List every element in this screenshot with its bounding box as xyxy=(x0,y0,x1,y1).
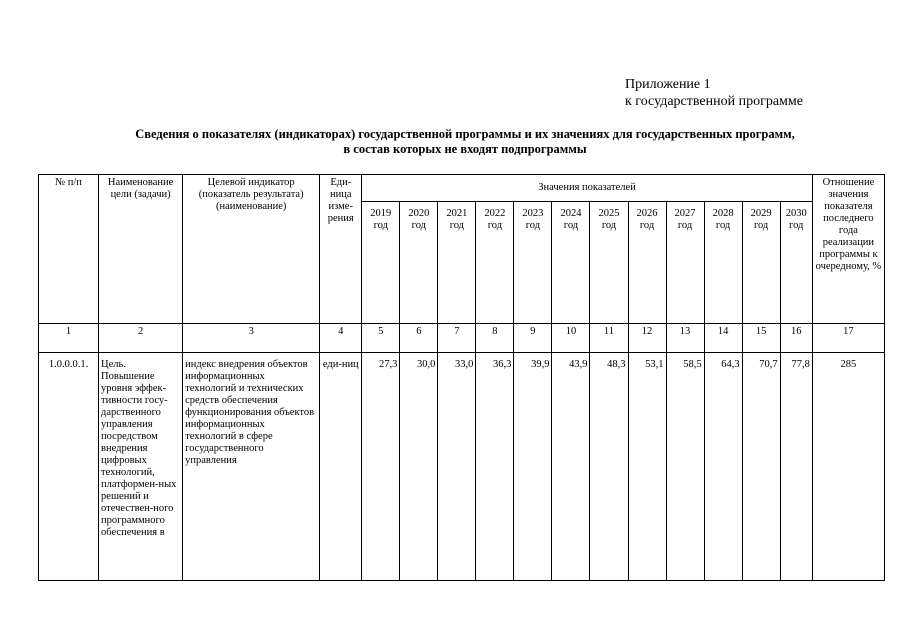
header-row xyxy=(39,175,885,202)
row-value: 64,3 xyxy=(704,353,742,581)
title-line-2: в состав которых не входят подпрограммы xyxy=(343,142,587,156)
column-number: 13 xyxy=(666,324,704,353)
indicators-table xyxy=(38,174,885,581)
header-year: 2021 год xyxy=(438,202,476,324)
header-year: 2019 год xyxy=(362,202,400,324)
column-number: 11 xyxy=(590,324,628,353)
column-number: 5 xyxy=(362,324,400,353)
row-goal: Цель. Повышение уровня эффек-тивности госу-дарственного управления посредством внедрения цифровых технологий, платформен-ных решений и отечествен-ного программного обеспечения в xyxy=(99,353,183,581)
row-value: 48,3 xyxy=(590,353,628,581)
column-number: 7 xyxy=(438,324,476,353)
column-number: 12 xyxy=(628,324,666,353)
column-number: 6 xyxy=(400,324,438,353)
column-number: 16 xyxy=(780,324,812,353)
row-value: 30,0 xyxy=(400,353,438,581)
row-value: 33,0 xyxy=(438,353,476,581)
column-number: 9 xyxy=(514,324,552,353)
header-year: 2023 год xyxy=(514,202,552,324)
row-value: 58,5 xyxy=(666,353,704,581)
header-year: 2028 год xyxy=(704,202,742,324)
header-year: 2022 год xyxy=(476,202,514,324)
header-unit: Еди-ница изме-рения xyxy=(320,175,362,324)
column-number: 17 xyxy=(812,324,884,353)
column-number: 4 xyxy=(320,324,362,353)
header-values-group: Значения показателей xyxy=(362,175,813,202)
header-year: 2030 год xyxy=(780,202,812,324)
column-number: 10 xyxy=(552,324,590,353)
row-value: 27,3 xyxy=(362,353,400,581)
header-goal: Наименование цели (задачи) xyxy=(99,175,183,324)
header-year: 2026 год xyxy=(628,202,666,324)
table-row xyxy=(39,353,885,581)
header-year: 2027 год xyxy=(666,202,704,324)
appendix-label xyxy=(625,76,803,110)
row-indicator: индекс внедрения объектов информационных технологий и технических средств обеспечения функционирования объектов информационных технологий в сфере государственного управления xyxy=(183,353,320,581)
row-value: 43,9 xyxy=(552,353,590,581)
row-value: 39,9 xyxy=(514,353,552,581)
column-number: 3 xyxy=(183,324,320,353)
header-year: 2029 год xyxy=(742,202,780,324)
column-number: 1 xyxy=(39,324,99,353)
row-num: 1.0.0.0.1. xyxy=(39,353,99,581)
document-title xyxy=(60,127,870,157)
column-numbers-row xyxy=(39,324,885,353)
header-year: 2025 год xyxy=(590,202,628,324)
row-value: 36,3 xyxy=(476,353,514,581)
column-number: 14 xyxy=(704,324,742,353)
appendix-line-1: Приложение 1 xyxy=(625,77,711,92)
column-number: 8 xyxy=(476,324,514,353)
header-indicator: Целевой индикатор (показатель результата) (наименование) xyxy=(183,175,320,324)
row-unit: еди-ниц xyxy=(320,353,362,581)
title-line-1: Сведения о показателях (индикаторах) государственной программы и их значениях для государственных программ, xyxy=(135,127,795,141)
column-number: 15 xyxy=(742,324,780,353)
row-value: 53,1 xyxy=(628,353,666,581)
row-value: 77,8 xyxy=(780,353,812,581)
header-year: 2020 год xyxy=(400,202,438,324)
row-value: 70,7 xyxy=(742,353,780,581)
header-ratio: Отношение значения показателя последнего года реализации программы к очередному, % xyxy=(812,175,884,324)
appendix-line-2: к государственной программе xyxy=(625,94,803,109)
column-number: 2 xyxy=(99,324,183,353)
header-num: № п/п xyxy=(39,175,99,324)
row-ratio: 285 xyxy=(812,353,884,581)
header-year: 2024 год xyxy=(552,202,590,324)
